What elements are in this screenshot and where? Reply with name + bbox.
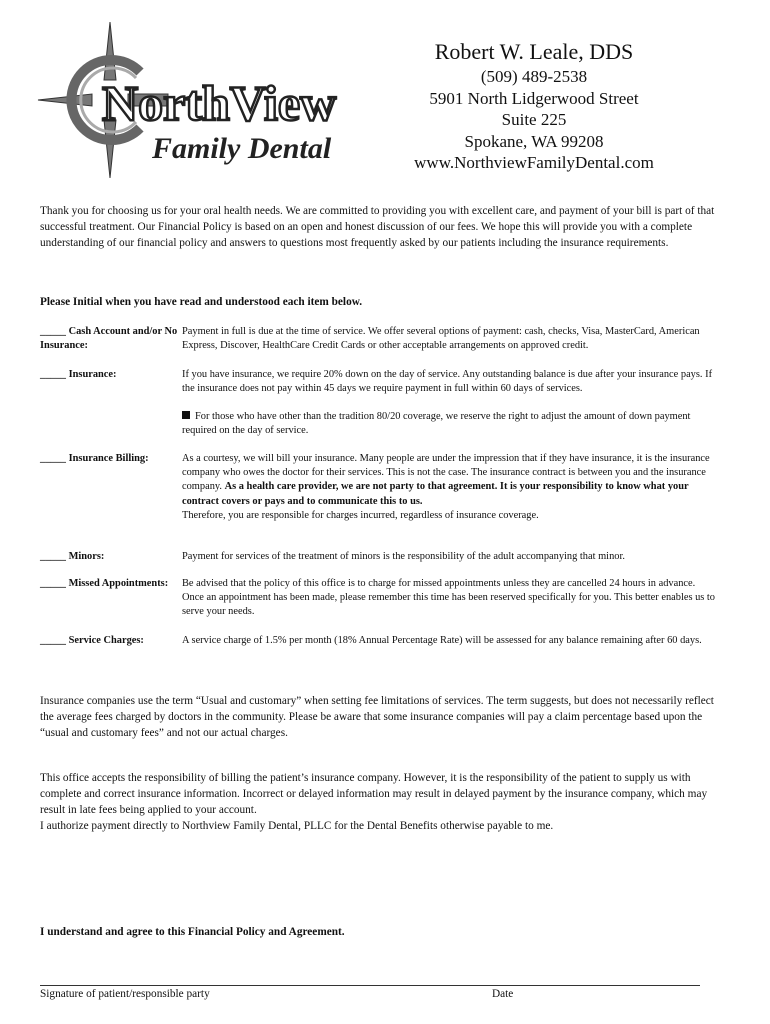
practice-contact-block xyxy=(384,38,684,174)
agreement-statement: I understand and agree to this Financial Policy and Agreement. xyxy=(40,926,345,938)
date-label: Date xyxy=(492,988,514,1000)
policy-text-part: As a courtesy, we will bill your insurance. Many people are under the impression that if they have insurance, it is the insurance company who owes the doctor for their services. This is not the case. The insurance contract is between you and the insurance company. xyxy=(182,453,710,493)
coverage-note-text: For those who have other than the tradition 80/20 coverage, we reserve the right to adjust the amount of down payment required on the day of service. xyxy=(182,411,691,437)
policy-text: Payment in full is due at the time of service. We offer several options of payment: cash, checks, Visa, MasterCard, American Express, Discover, HealthCare Credit Cards or other acceptable arrangements on approved credit. xyxy=(182,326,700,352)
square-bullet-icon xyxy=(182,411,190,419)
policy-text-part: Therefore, you are responsible for charges incurred, regardless of insurance coverage. xyxy=(182,509,539,521)
intro-paragraph: Thank you for choosing us for your oral health needs. We are committed to providing you with excellent care, and payment of your bill is part of that successful treatment. Our Financial Policy is based on an open and honest discussion of our fees. We hope this will provide you with a complete understanding of our financial policy and answers to questions most frequently asked by our patients including the insurance requirements. xyxy=(40,205,715,249)
signature-line[interactable] xyxy=(40,985,700,986)
policy-label[interactable]: _____ Insurance: xyxy=(40,369,117,380)
policy-label[interactable]: _____ Missed Appointments: xyxy=(40,578,169,589)
authorize-text: I authorize payment directly to Northview Family Dental, PLLC for the Dental Benefits otherwise payable to me. xyxy=(40,820,554,832)
billing-responsibility-paragraph xyxy=(40,770,720,834)
policy-label[interactable]: _____ Cash Account and/or No Insurance: xyxy=(40,326,178,352)
policy-text: Payment for services of the treatment of minors is the responsibility of the adult accompanying that minor. xyxy=(182,551,625,562)
policy-text-bold: As a health care provider, we are not party to that agreement. It is your responsibility to know what your contract covers or pays and to communicate this to us. xyxy=(182,481,689,507)
policy-label[interactable]: _____ Service Charges: xyxy=(40,635,144,646)
practice-phone: (509) 489-2538 xyxy=(480,67,588,86)
practice-website: www.NorthviewFamilyDental.com xyxy=(414,153,654,172)
policy-text: Be advised that the policy of this office is to charge for missed appointments unless they are cancelled 24 hours in advance. Once an appointment has been made, please remember this time has been reserved specifically for you. This better enables us to serve your needs. xyxy=(182,578,716,618)
initial-instruction: Please Initial when you have read and understood each item below. xyxy=(40,296,363,308)
practice-street: 5901 North Lidgerwood Street xyxy=(429,88,639,108)
policy-text xyxy=(182,452,718,523)
logo-wordmark xyxy=(102,75,336,131)
logo-word-view: View xyxy=(229,75,337,131)
practice-city: Spokane, WA 99208 xyxy=(464,131,604,151)
signature-label: Signature of patient/responsible party xyxy=(40,988,210,1000)
practice-suite: Suite 225 xyxy=(501,110,567,129)
policy-label[interactable]: _____ Insurance Billing: xyxy=(40,453,149,464)
doctor-name: Robert W. Leale, DDS xyxy=(434,39,634,64)
coverage-note xyxy=(182,410,720,438)
logo-tagline: Family Dental xyxy=(152,132,332,165)
policy-label[interactable]: _____ Minors: xyxy=(40,551,105,562)
northview-logo xyxy=(36,20,396,180)
usual-customary-paragraph: Insurance companies use the term “Usual and customary” when setting fee limitations of services. The term suggests, but does not necessarily reflect the average fees charged by doctors in the community. Please be aware that some insurance companies will pay a claim percentage based upon the “usual and customary fees” and not our actual charges. xyxy=(40,695,714,739)
billing-text: This office accepts the responsibility of billing the patient’s insurance company. However, it is the responsibility of the patient to supply us with complete and correct insurance information. Incorrect or delayed information may result in delayed payment by the insurance company, which may result in late fees being applied to your account. xyxy=(40,772,708,816)
logo-word-north: North xyxy=(102,75,230,131)
policy-text: If you have insurance, we require 20% down on the day of service. Any outstanding balance is due after your insurance pays. If the insurance does not pay within 45 days we require payment in full within 60 days of services. xyxy=(182,369,713,395)
policy-text: A service charge of 1.5% per month (18% Annual Percentage Rate) will be assessed for any balance remaining after 60 days. xyxy=(182,635,702,646)
